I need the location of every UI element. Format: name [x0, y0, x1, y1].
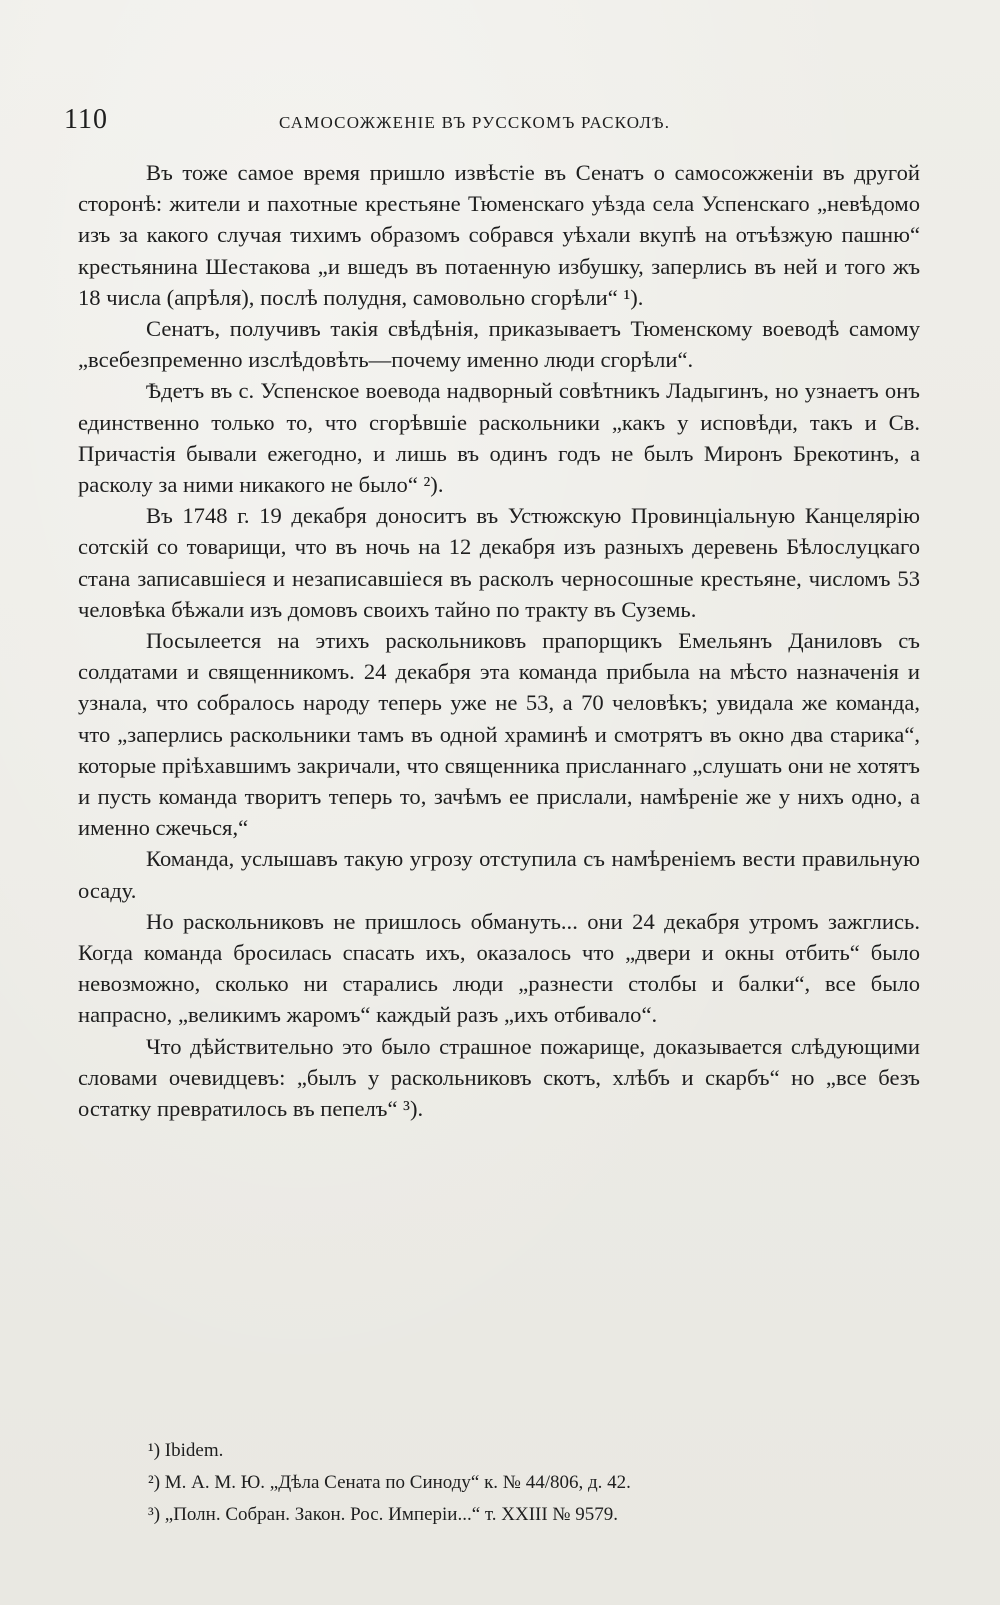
paragraph: Ѣдетъ въ с. Успенское воевода надворный совѣтникъ Ладыгинъ, но узнаетъ онъ единственно только то, что сгорѣвшіе раскольники „какъ у исповѣди, такъ и Св. Причастія бывали ежегодно, и лишь въ одинъ годъ не былъ Миронъ Брекотинъ, а расколу за ними никакого не было“ ²).: [78, 378, 920, 498]
paragraph: Но раскольниковъ не пришлось обмануть... они 24 декабря утромъ зажглись. Когда команда бросилась спасать ихъ, оказалось что „двери и окны отбить“ было невозможно, сколько ни старались люди „разнести столбы и балки“, все было напрасно, „великимъ жаромъ“ каждый разъ „ихъ отбивало“.: [78, 908, 920, 1028]
paragraph: Въ 1748 г. 19 декабря доноситъ въ Устюжскую Провинціальную Канцелярію сотскій со товарищи, что въ ночь на 12 декабря изъ разныхъ деревень Бѣлослуцкаго стана записавшіеся и незаписавшіеся въ расколъ черносошные крестьяне, числомъ 53 человѣка бѣжали изъ домовъ своихъ тайно по тракту въ Суземь.: [78, 503, 920, 622]
footnote: ²) М. А. М. Ю. „Дѣла Сената по Синоду“ к. № 44/806, д. 42.: [148, 1472, 631, 1493]
running-title: САМОСОЖЖЕНІЕ ВЪ РУССКОМЪ РАСКОЛѢ.: [279, 113, 671, 132]
paragraph: Что дѣйствительно это было страшное пожарище, доказывается слѣдующими словами очевидцевъ: „былъ у раскольниковъ скотъ, хлѣбъ и скарбъ“ но „все безъ остатку превратилось въ пепелъ“ ³).: [78, 1033, 920, 1122]
paragraph: Въ тоже самое время пришло извѣстіе въ Сенатъ о самосожженіи въ другой сторонѣ: жители и пахотные крестьяне Тюменскаго уѣзда села Успенскаго „невѣдомо изъ за какого случая тихимъ образомъ собрався уѣхали вкупѣ на отъѣзжую пашню“ крестьянина Шестакова „и вшедъ въ потаенную избушку, заперлись въ ней и того жъ 18 числа (апрѣля), послѣ полудня, самовольно сгорѣли“ ¹).: [78, 160, 920, 310]
footnotes: [148, 1435, 928, 1531]
footnote: ¹) Ibidem.: [148, 1440, 224, 1461]
paragraph: Команда, услышавъ такую угрозу отступила съ намѣреніемъ вести правильную осаду.: [78, 846, 920, 903]
paragraph: Посылеется на этихъ раскольниковъ прапорщикъ Емельянъ Даниловъ съ солдатами и священникомъ. 24 декабря эта команда прибыла на мѣсто назначенія и узнала, что собралось народу теперь уже не 53, а 70 человѣкъ; увидала же команда, что „заперлись раскольники тамъ въ одной храминѣ и смотрятъ въ окно два старика“, которые пріѣхавшимъ закричали, что священника присланнаго „слушать они не хотятъ и пусть команда творитъ теперь то, зачѣмъ ее прислали, намѣреніе же у нихъ одно, а именно сжечься,“: [78, 628, 920, 841]
page-number: 110: [64, 104, 108, 135]
footnote: ³) „Полн. Собран. Закон. Рос. Имперіи...“ т. XXIII № 9579.: [148, 1504, 619, 1525]
body-text: [78, 157, 920, 1124]
page-header: [64, 104, 936, 144]
paragraph: Сенатъ, получивъ такія свѣдѣнія, приказываетъ Тюменскому воеводѣ самому „всебезпременно изслѣдовѣть—почему именно люди сгорѣли“.: [78, 316, 920, 373]
